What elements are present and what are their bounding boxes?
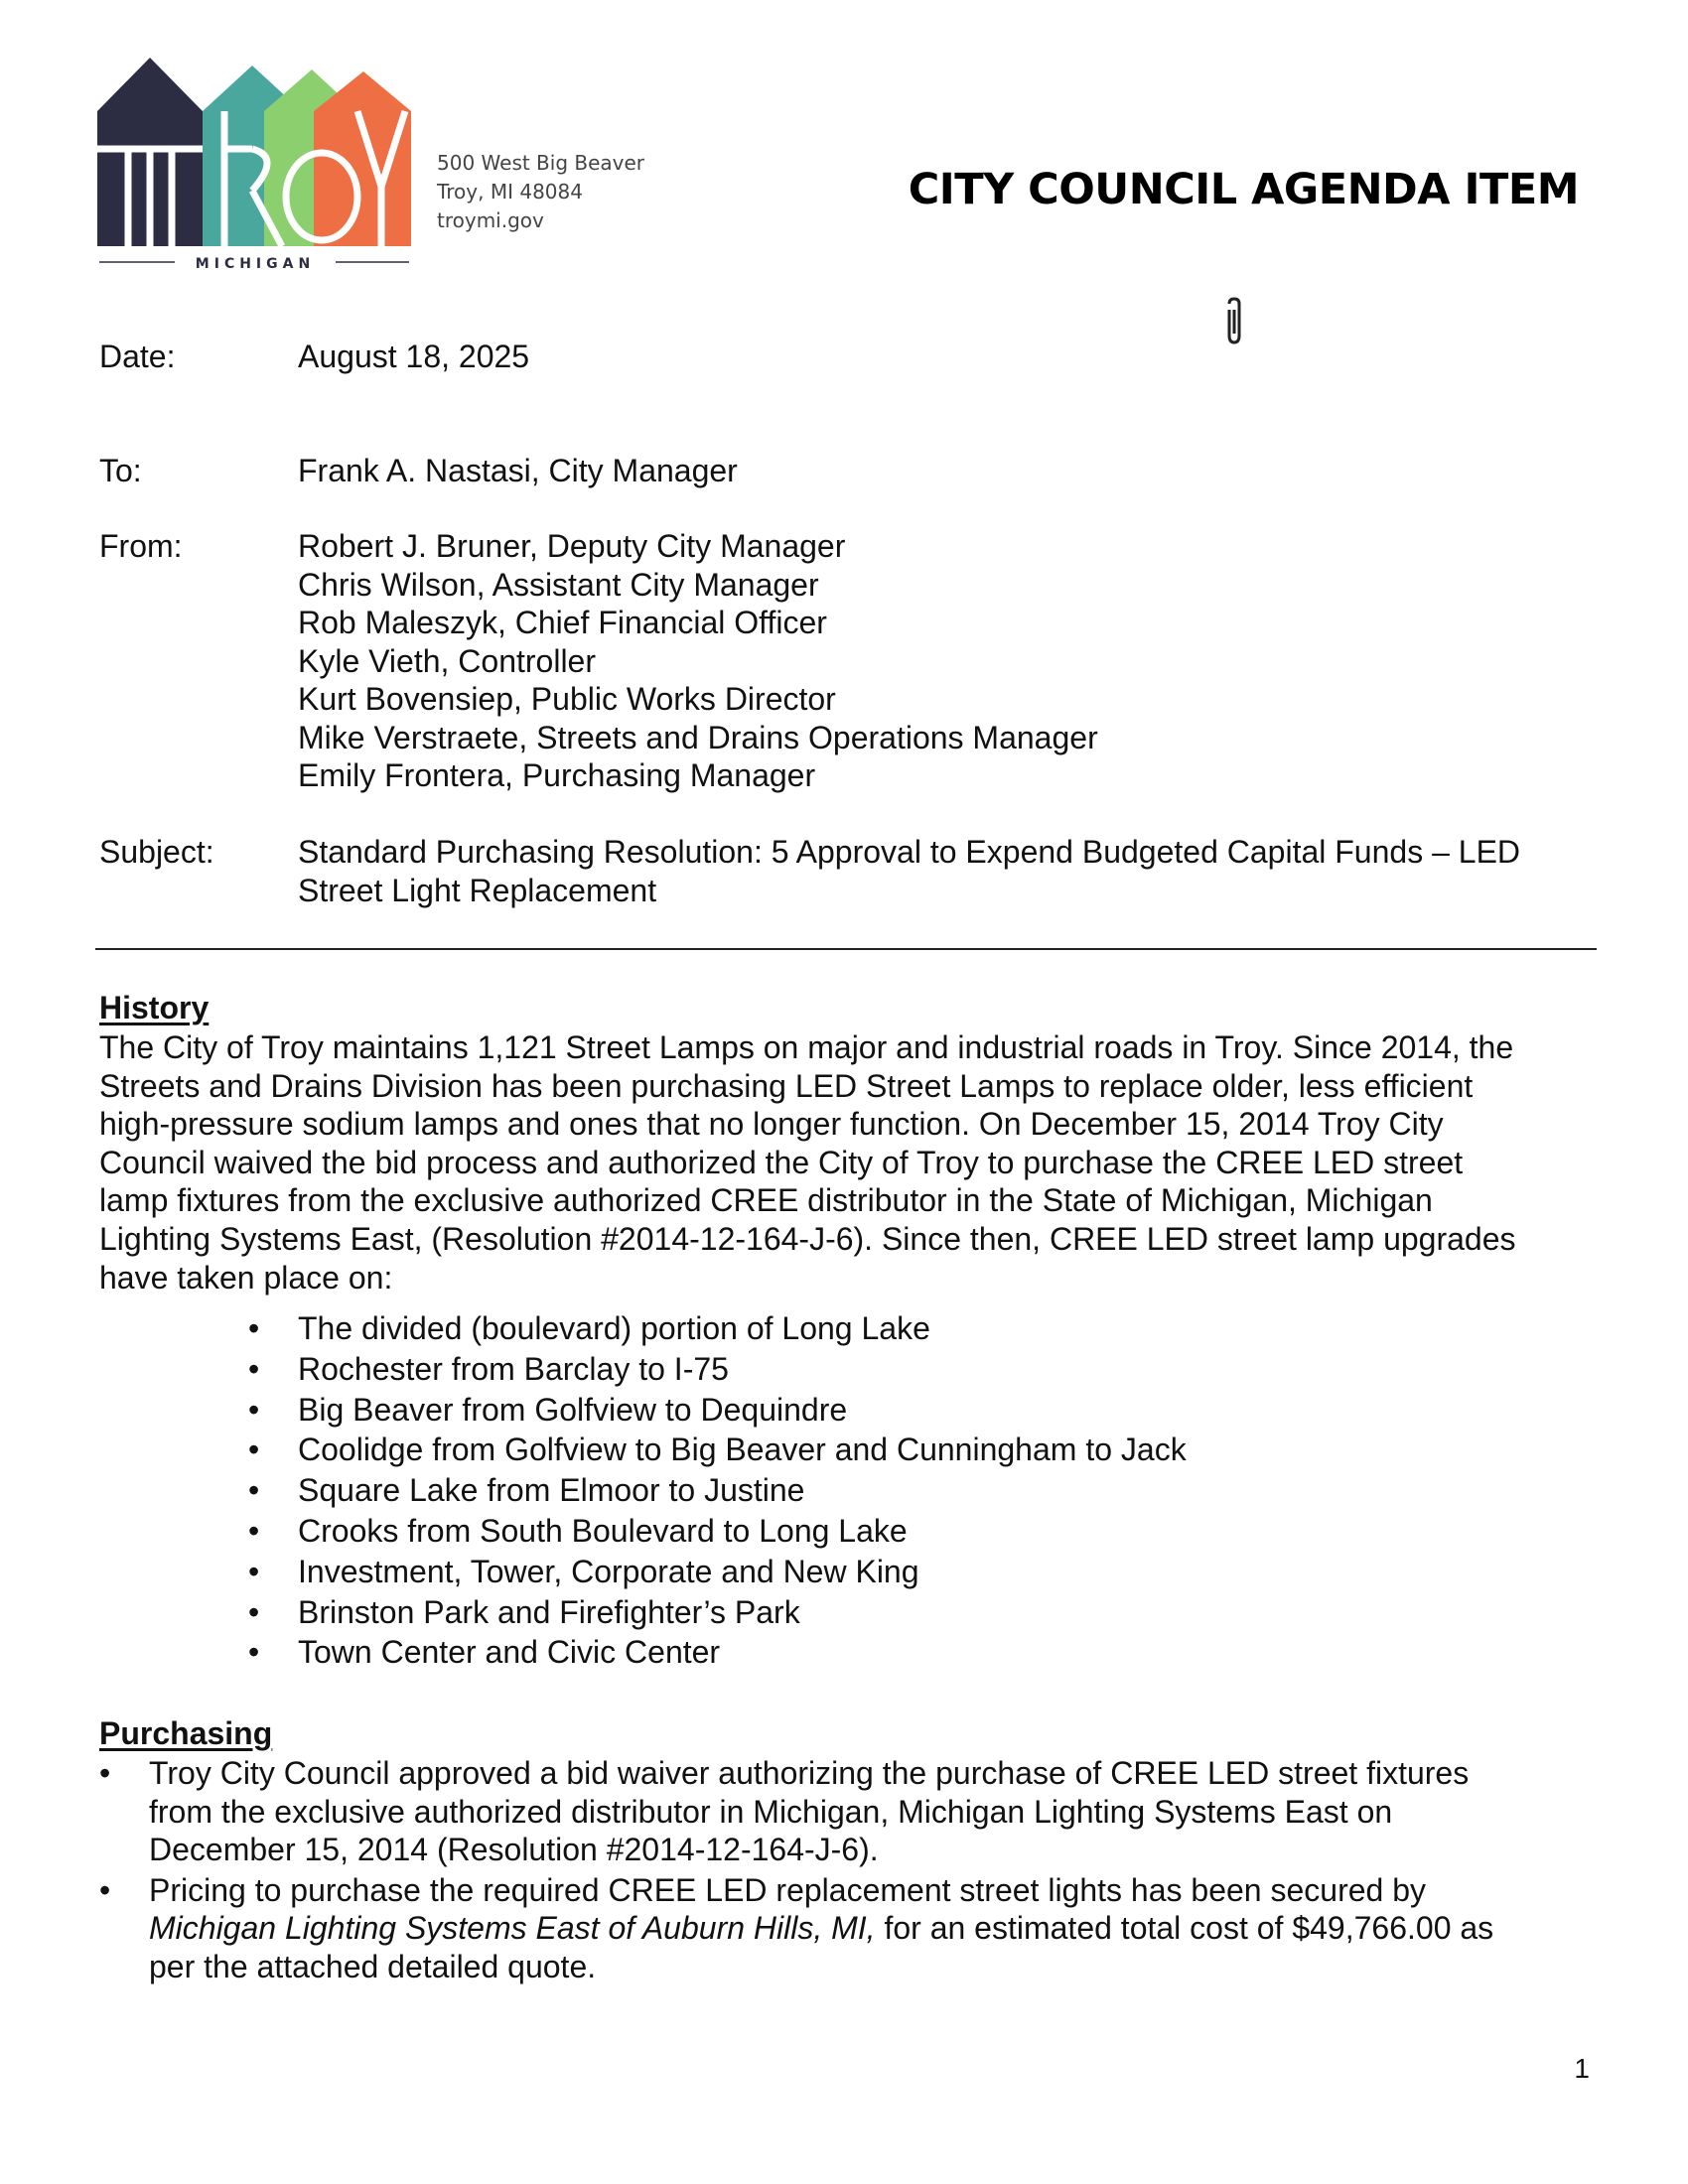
list-item xyxy=(99,1871,1609,1986)
subject-label: Subject: xyxy=(99,834,214,870)
list-item: • Coolidge from Golfview to Big Beaver and Cunningham to Jack xyxy=(248,1430,1187,1470)
list-item: • Rochester from Barclay to I-75 xyxy=(248,1349,1187,1390)
from-person: Robert J. Bruner, Deputy City Manager xyxy=(298,528,846,564)
purchasing-line: December 15, 2014 (Resolution #2014-12-164-J-6). xyxy=(149,1832,879,1868)
list-item: • Square Lake from Elmoor to Justine xyxy=(248,1470,1187,1511)
history-line: Lighting Systems East, (Resolution #2014-12-164-J-6). Since then, CREE LED street lamp upgrades xyxy=(99,1220,1516,1257)
address-city: Troy, MI 48084 xyxy=(437,180,583,204)
from-person: Chris Wilson, Assistant City Manager xyxy=(298,566,819,603)
from-person: Kurt Bovensiep, Public Works Director xyxy=(298,681,836,717)
history-line: Council waived the bid process and authorized the City of Troy to purchase the CREE LED street xyxy=(99,1144,1464,1180)
vendor-name: Michigan Lighting Systems East of Auburn Hills, MI, xyxy=(149,1910,876,1947)
from-label: From: xyxy=(99,528,183,564)
purchasing-line: • Troy City Council approved a bid waiver authorizing the purchase of CREE LED street fixtures xyxy=(149,1755,1470,1791)
header-divider xyxy=(95,948,1597,950)
troy-michigan-logo xyxy=(97,58,411,271)
document-title: CITY COUNCIL AGENDA ITEM xyxy=(908,165,1579,214)
list-item: • Investment, Tower, Corporate and New King xyxy=(248,1552,1187,1592)
date-label: Date: xyxy=(99,339,176,374)
address-street: 500 West Big Beaver xyxy=(437,151,645,175)
purchasing-line xyxy=(149,1909,1609,1948)
list-item xyxy=(99,1754,1609,1869)
address-website[interactable]: troymi.gov xyxy=(437,208,544,232)
cost-text: for an estimated total cost of $49,766.00 as xyxy=(875,1910,1494,1947)
list-item: • Crooks from South Boulevard to Long Lake xyxy=(248,1511,1187,1552)
to-value: Frank A. Nastasi, City Manager xyxy=(298,453,738,488)
page-number: 1 xyxy=(1574,2053,1590,2084)
from-person: Mike Verstraete, Streets and Drains Operations Manager xyxy=(298,719,1098,755)
from-list xyxy=(298,527,1688,795)
date-value: August 18, 2025 xyxy=(298,339,530,374)
history-heading: History xyxy=(99,990,210,1025)
purchasing-heading: Purchasing xyxy=(99,1715,273,1751)
to-label: To: xyxy=(99,453,142,488)
history-line: Streets and Drains Division has been purchasing LED Street Lamps to replace older, less efficient xyxy=(99,1067,1474,1104)
history-line: The City of Troy maintains 1,121 Street Lamps on major and industrial roads in Troy. Since 2014, the xyxy=(99,1029,1514,1065)
history-paragraph xyxy=(99,1028,1609,1297)
list-item: • Big Beaver from Golfview to Dequindre xyxy=(248,1390,1187,1431)
list-item: • The divided (boulevard) portion of Long Lake xyxy=(248,1308,1187,1349)
purchasing-line: • Pricing to purchase the required CREE LED replacement street lights has been secured by xyxy=(149,1871,1427,1908)
history-line: lamp fixtures from the exclusive authorized CREE distributor in the State of Michigan, Michigan xyxy=(99,1182,1433,1219)
subject-text xyxy=(298,833,1688,909)
city-address xyxy=(437,149,644,235)
logo-subtext: MICHIGAN xyxy=(195,256,316,271)
from-person: Emily Frontera, Purchasing Manager xyxy=(298,757,816,793)
upgrade-locations-list xyxy=(248,1308,1187,1673)
subject-line: Standard Purchasing Resolution: 5 Approval to Expend Budgeted Capital Funds – LED xyxy=(298,834,1521,870)
list-item: • Town Center and Civic Center xyxy=(248,1632,1187,1673)
purchasing-list xyxy=(99,1754,1609,1988)
history-line: have taken place on: xyxy=(99,1259,393,1296)
history-line: high-pressure sodium lamps and ones that no longer function. On December 15, 2014 Troy City xyxy=(99,1106,1444,1143)
purchasing-line: from the exclusive authorized distributor in Michigan, Michigan Lighting Systems East on xyxy=(149,1793,1393,1830)
from-person: Rob Maleszyk, Chief Financial Officer xyxy=(298,605,827,640)
from-person: Kyle Vieth, Controller xyxy=(298,642,596,679)
list-item: • Brinston Park and Firefighter’s Park xyxy=(248,1592,1187,1633)
subject-line: Street Light Replacement xyxy=(298,872,657,908)
purchasing-line: per the attached detailed quote. xyxy=(149,1948,597,1984)
